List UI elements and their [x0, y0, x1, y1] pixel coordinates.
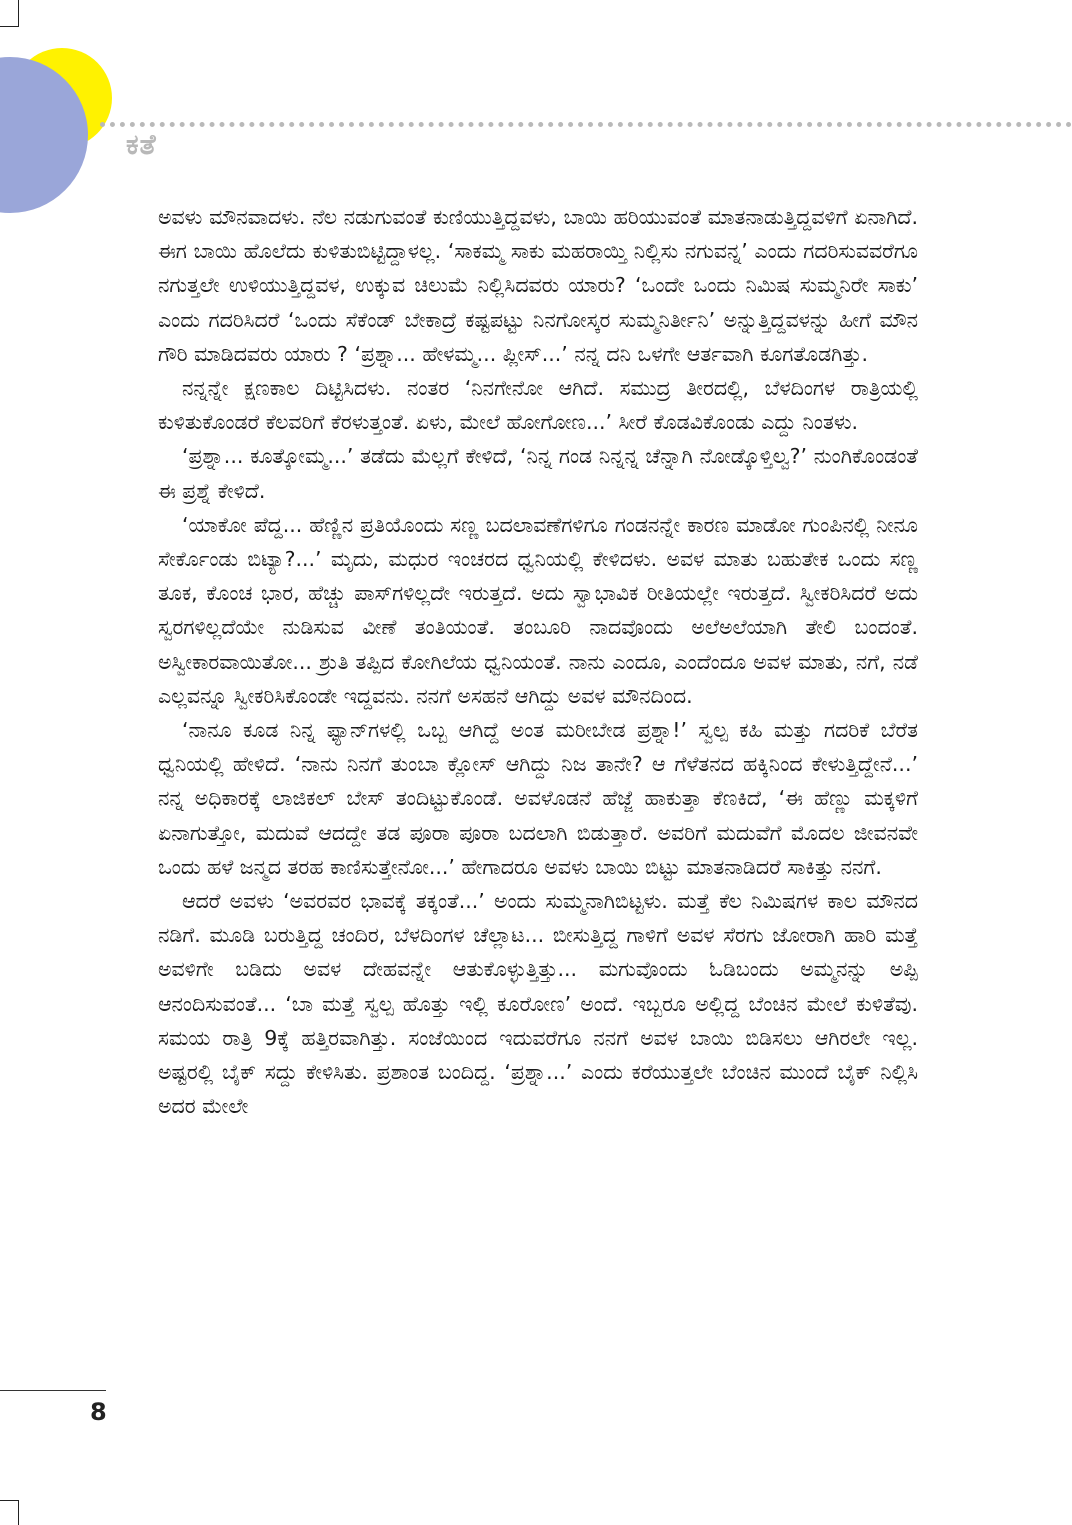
circles-graphic	[0, 0, 120, 220]
crop-mark-bottom-vertical	[18, 1500, 19, 1525]
page-number: 8	[90, 1398, 107, 1426]
story-body	[158, 200, 918, 1123]
section-label: ಕತೆ	[126, 128, 157, 161]
decorative-circles	[0, 0, 120, 220]
paragraph: ‘ಪ್ರಶ್ನಾ... ಕೂತ್ಕೋಮ್ಮ...’ ತಡೆದು ಮೆಲ್ಲಗೆ ಕೇಳಿದೆ, ‘ನಿನ್ನ ಗಂಡ ನಿನ್ನನ್ನ ಚೆನ್ನಾಗಿ ನೋಡ್ಕೊಳ್ತಿಲ್ವ?’ ನುಂಗಿಕೊಂಡಂತೆ ಈ ಪ್ರಶ್ನೆ ಕೇಳಿದೆ.	[158, 444, 918, 503]
paragraph: ‘ನಾನೂ ಕೂಡ ನಿನ್ನ ಫ್ಯಾನ್‌ಗಳಲ್ಲಿ ಒಬ್ಬ ಆಗಿದ್ದೆ ಅಂತ ಮರೀಬೇಡ ಪ್ರಶ್ನಾ!’ ಸ್ವಲ್ಪ ಕಹಿ ಮತ್ತು ಗದರಿಕೆ ಬೆರೆತ ಧ್ವನಿಯಲ್ಲಿ ಹೇಳಿದೆ. ‘ನಾನು ನಿನಗೆ ತುಂಬಾ ಕ್ಲೋಸ್ ಆಗಿದ್ದು ನಿಜ ತಾನೇ? ಆ ಗೆಳೆತನದ ಹಕ್ಕಿನಿಂದ ಕೇಳುತ್ತಿದ್ದೇನೆ...’ ನನ್ನ ಅಧಿಕಾರಕ್ಕೆ ಲಾಜಿಕಲ್ ಬೇಸ್ ತಂದಿಟ್ಟುಕೊಂಡೆ. ಅವಳೊಡನೆ ಹೆಜ್ಜೆ ಹಾಕುತ್ತಾ ಕೆಣಕಿದೆ, ‘ಈ ಹೆಣ್ಣು ಮಕ್ಕಳಿಗೆ ಏನಾಗುತ್ತೋ, ಮದುವೆ ಆದದ್ದೇ ತಡ ಪೂರಾ ಪೂರಾ ಬದಲಾಗಿ ಬಿಡುತ್ತಾರೆ. ಅವರಿಗೆ ಮದುವೆಗೆ ಮೊದಲ ಜೀವನವೇ ಒಂದು ಹಳೆ ಜನ್ಮದ ತರಹ ಕಾಣಿಸುತ್ತೇನೋ...’ ಹೇಗಾದರೂ ಅವಳು ಬಾಯಿ ಬಿಟ್ಟು ಮಾತನಾಡಿದರೆ ಸಾಕಿತ್ತು ನನಗೆ.	[158, 718, 918, 879]
paragraph: ಆದರೆ ಅವಳು ‘ಅವರವರ ಭಾವಕ್ಕೆ ತಕ್ಕಂತೆ...’ ಅಂದು ಸುಮ್ಮನಾಗಿಬಿಟ್ಟಳು. ಮತ್ತೆ ಕೆಲ ನಿಮಿಷಗಳ ಕಾಲ ಮೌನದ ನಡಿಗೆ. ಮೂಡಿ ಬರುತ್ತಿದ್ದ ಚಂದಿರ, ಬೆಳದಿಂಗಳ ಚೆಲ್ಲಾಟ... ಬೀಸುತ್ತಿದ್ದ ಗಾಳಿಗೆ ಅವಳ ಸೆರಗು ಜೋರಾಗಿ ಹಾರಿ ಮತ್ತೆ ಅವಳಿಗೇ ಬಡಿದು ಅವಳ ದೇಹವನ್ನೇ ಆತುಕೊಳ್ಳುತ್ತಿತ್ತು... ಮಗುವೊಂದು ಓಡಿಬಂದು ಅಮ್ಮನನ್ನು ಅಪ್ಪಿ ಆನಂದಿಸುವಂತೆ... ‘ಬಾ ಮತ್ತೆ ಸ್ವಲ್ಪ ಹೊತ್ತು ಇಲ್ಲಿ ಕೂರೋಣ’ ಅಂದೆ. ಇಬ್ಬರೂ ಅಲ್ಲಿದ್ದ ಬೆಂಚಿನ ಮೇಲೆ ಕುಳಿತೆವು. ಸಮಯ ರಾತ್ರಿ 9ಕ್ಕೆ ಹತ್ತಿರವಾಗಿತ್ತು. ಸಂಜೆಯಿಂದ ಇದುವರೆಗೂ ನನಗೆ ಅವಳ ಬಾಯಿ ಬಿಡಿಸಲು ಆಗಿರಲೇ ಇಲ್ಲ. ಅಷ್ಟರಲ್ಲಿ ಬೈಕ್ ಸದ್ದು ಕೇಳಿಸಿತು. ಪ್ರಶಾಂತ ಬಂದಿದ್ದ. ‘ಪ್ರಶ್ನಾ...’ ಎಂದು ಕರೆಯುತ್ತಲೇ ಬೆಂಚಿನ ಮುಂದೆ ಬೈಕ್ ನಿಲ್ಲಿಸಿ ಅದರ ಮೇಲೇ	[158, 889, 918, 1119]
footer-rule	[0, 1390, 106, 1391]
paragraph: ಅವಳು ಮೌನವಾದಳು. ನೆಲ ನಡುಗುವಂತೆ ಕುಣಿಯುತ್ತಿದ್ದವಳು, ಬಾಯಿ ಹರಿಯುವಂತೆ ಮಾತನಾಡುತ್ತಿದ್ದವಳಿಗೆ ಏನಾಗಿದೆ. ಈಗ ಬಾಯಿ ಹೊಲೆದು ಕುಳಿತುಬಿಟ್ಟಿದ್ದಾಳಲ್ಲ. ‘ಸಾಕಮ್ಮ ಸಾಕು ಮಹರಾಯ್ತಿ ನಿಲ್ಲಿಸು ನಗುವನ್ನ’ ಎಂದು ಗದರಿಸುವವರೆಗೂ ನಗುತ್ತಲೇ ಉಳಿಯುತ್ತಿದ್ದವಳ, ಉಕ್ಕುವ ಚಿಲುಮೆ ನಿಲ್ಲಿಸಿದವರು ಯಾರು? ‘ಒಂದೇ ಒಂದು ನಿಮಿಷ ಸುಮ್ಮನಿರೇ ಸಾಕು’ ಎಂದು ಗದರಿಸಿದರೆ ‘ಒಂದು ಸೆಕೆಂಡ್ ಬೇಕಾದ್ರೆ ಕಷ್ಟಪಟ್ಟು ನಿನಗೋಸ್ಕರ ಸುಮ್ಮನಿರ್ತೀನಿ’ ಅನ್ನುತ್ತಿದ್ದವಳನ್ನು ಹೀಗೆ ಮೌನ ಗೌರಿ ಮಾಡಿದವರು ಯಾರು ? ‘ಪ್ರಶ್ನಾ... ಹೇಳಮ್ಮ... ಪ್ಲೀಸ್...’ ನನ್ನ ದನಿ ಒಳಗೇ ಆರ್ತವಾಗಿ ಕೂಗತೊಡಗಿತ್ತು.	[158, 205, 918, 366]
paragraph: ‘ಯಾಕೋ ಪೆದ್ದ... ಹೆಣ್ಣಿನ ಪ್ರತಿಯೊಂದು ಸಣ್ಣ ಬದಲಾವಣೆಗಳಿಗೂ ಗಂಡನನ್ನೇ ಕಾರಣ ಮಾಡೋ ಗುಂಪಿನಲ್ಲಿ ನೀನೂ ಸೇರ್ಕೊಂಡು ಬಿಟ್ಯಾ?...’ ಮೃದು, ಮಧುರ ಇಂಚರದ ಧ್ವನಿಯಲ್ಲಿ ಕೇಳಿದಳು. ಅವಳ ಮಾತು ಬಹುತೇಕ ಒಂದು ಸಣ್ಣ ತೂಕ, ಕೊಂಚ ಭಾರ, ಹೆಚ್ಚು ಪಾಸ್‌ಗಳಿಲ್ಲದೇ ಇರುತ್ತದೆ. ಅದು ಸ್ವಾಭಾವಿಕ ರೀತಿಯಲ್ಲೇ ಇರುತ್ತದೆ. ಸ್ವೀಕರಿಸಿದರೆ ಅದು ಸ್ವರಗಳಿಲ್ಲದೆಯೇ ನುಡಿಸುವ ವೀಣೆ ತಂತಿಯಂತೆ. ತಂಬೂರಿ ನಾದವೊಂದು ಅಲೆಅಲೆಯಾಗಿ ತೇಲಿ ಬಂದಂತೆ. ಅಸ್ವೀಕಾರವಾಯಿತೋ... ಶ್ರುತಿ ತಪ್ಪಿದ ಕೋಗಿಲೆಯ ಧ್ವನಿಯಂತೆ. ನಾನು ಎಂದೂ, ಎಂದೆಂದೂ ಅವಳ ಮಾತು, ನಗೆ, ನಡೆ ಎಲ್ಲವನ್ನೂ ಸ್ವೀಕರಿಸಿಕೊಂಡೇ ಇದ್ದವನು. ನನಗೆ ಅಸಹನೆ ಆಗಿದ್ದು ಅವಳ ಮೌನದಿಂದ.	[158, 512, 918, 708]
paragraph: ನನ್ನನ್ನೇ ಕ್ಷಣಕಾಲ ದಿಟ್ಟಿಸಿದಳು. ನಂತರ ‘ನಿನಗೇನೋ ಆಗಿದೆ. ಸಮುದ್ರ ತೀರದಲ್ಲಿ, ಬೆಳದಿಂಗಳ ರಾತ್ರಿಯಲ್ಲಿ ಕುಳಿತುಕೊಂಡರೆ ಕೆಲವರಿಗೆ ಕೆರಳುತ್ತಂತೆ. ಏಳು, ಮೇಲೆ ಹೋಗೋಣ...’ ಸೀರೆ ಕೊಡವಿಕೊಂಡು ಎದ್ದು ನಿಂತಳು.	[158, 376, 918, 435]
crop-mark-bottom-horizontal	[0, 1500, 19, 1501]
header-dotted-rule	[100, 122, 1072, 127]
